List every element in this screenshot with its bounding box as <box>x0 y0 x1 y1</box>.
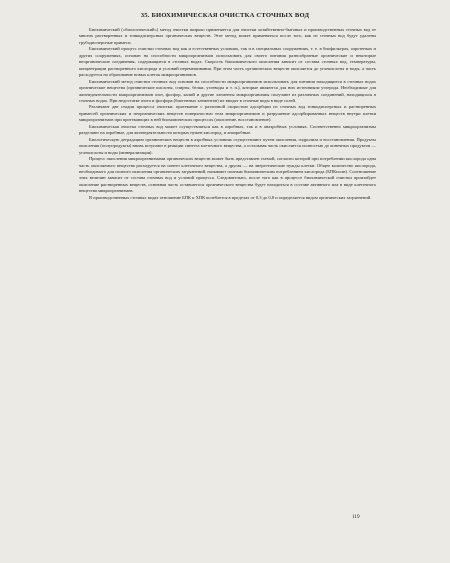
paragraph: Биохимический процесс очистки сточных вод как и естественных условиях, так и в специальных сооружениях, т. е. в биофильтрах, аэротенках и других сооружениях, основан на способности микроорганизмов использовать для своего питания разнообразные органические и некоторые неорганические соединения, содержащиеся в сточных водах. Скорость биохимического окисления зависит от состава сточных вод, температуры, концентрации растворенного кислорода и условий перемешивания. При этом часть органических веществ окисляется до углекислоты и воды, а часть расходуется на образование новых клеток микроорганизмов. <box>79 46 376 78</box>
paragraph: Различают две стадии процесса очистки: протекание с различной скоростью адсорбции из сточных вод тонкодисперсных и растворенных примесей органических и неорганических веществ поверхностью тела микроорганизмов и разрушение адсорбированных веществ внутри клетки микроорганизмов при протекающих в ней биохимических процессах (окисление, восстановление). <box>79 104 376 123</box>
paragraph: Процесс окисления микроорганизмами органических веществ может быть представлен схемой, согласно которой при потреблении кислорода одна часть окисляемого вещества расходуется на синтез клеточного вещества, а другая — на энергетические нужды клетки. Общее количество кислорода, необходимого для полного окисления органических загрязнений, называют полным биохимическим потреблением кислорода (БПКполн). Соотношение этих величин зависит от состава сточных вод и условий процесса. Следовательно, после того как в процессе биохимической очистки произойдет окисление растворенных веществ, основная часть оставшегося органического вещества будет находиться в составе активного ила в виде клеточного вещества микроорганизмов. <box>79 156 376 194</box>
body-text <box>79 27 376 201</box>
paragraph: Биологическую деградацию органических веществ в аэробных условиях осуществляют путем окисления, гидролиза и восстановления. Продукты окисления (полупродукты) вновь вступают в реакции синтеза клеточного вещества, а остальная часть окисляется полностью до конечных продуктов — углекислоты и воды (минерализация). <box>79 136 376 155</box>
paragraph: Биохимическая очистка сточных вод может осуществляться как в аэробных, так и в анаэробных условиях. Соответственно микроорганизмы разделяют на аэробные, для жизнедеятельности которых нужен кислород, и анаэробные. <box>79 123 376 136</box>
section-header: 35. БИОХИМИЧЕСКАЯ ОЧИСТКА СТОЧНЫХ ВОД <box>140 12 310 19</box>
page-number: 119 <box>352 514 360 520</box>
paragraph: Биохимический метод очистки сточных вод основан на способности микроорганизмов использовать для питания находящиеся в сточных водах органические вещества (органические кислоты, спирты, белки, углеводы и т. п.), которые являются для них источником углерода. Необходимые для жизнедеятельности микроорганизмов азот, фосфор, калий и другие элементы микроорганизмы получают из различных соединений, находящихся в сточных водах. При недостатке азота и фосфора (биогенных элементов) их вводят в сточные воды в виде солей. <box>79 78 376 103</box>
paragraph: В производственных сточных водах отношение БПК к ХПК колеблется в пределах от 0,3 до 0,8 и определяется видом органических загрязнений. <box>89 194 372 200</box>
paragraph: Биохимический («биологический») метод очистки широко применяется для очистки хозяйственно-бытовых и производственных сточных вод от многих растворенных и тонкодисперсных органических веществ. Этот метод может применяться после того, как из сточных вод будут удалены грубодисперсные примеси. <box>79 27 376 45</box>
